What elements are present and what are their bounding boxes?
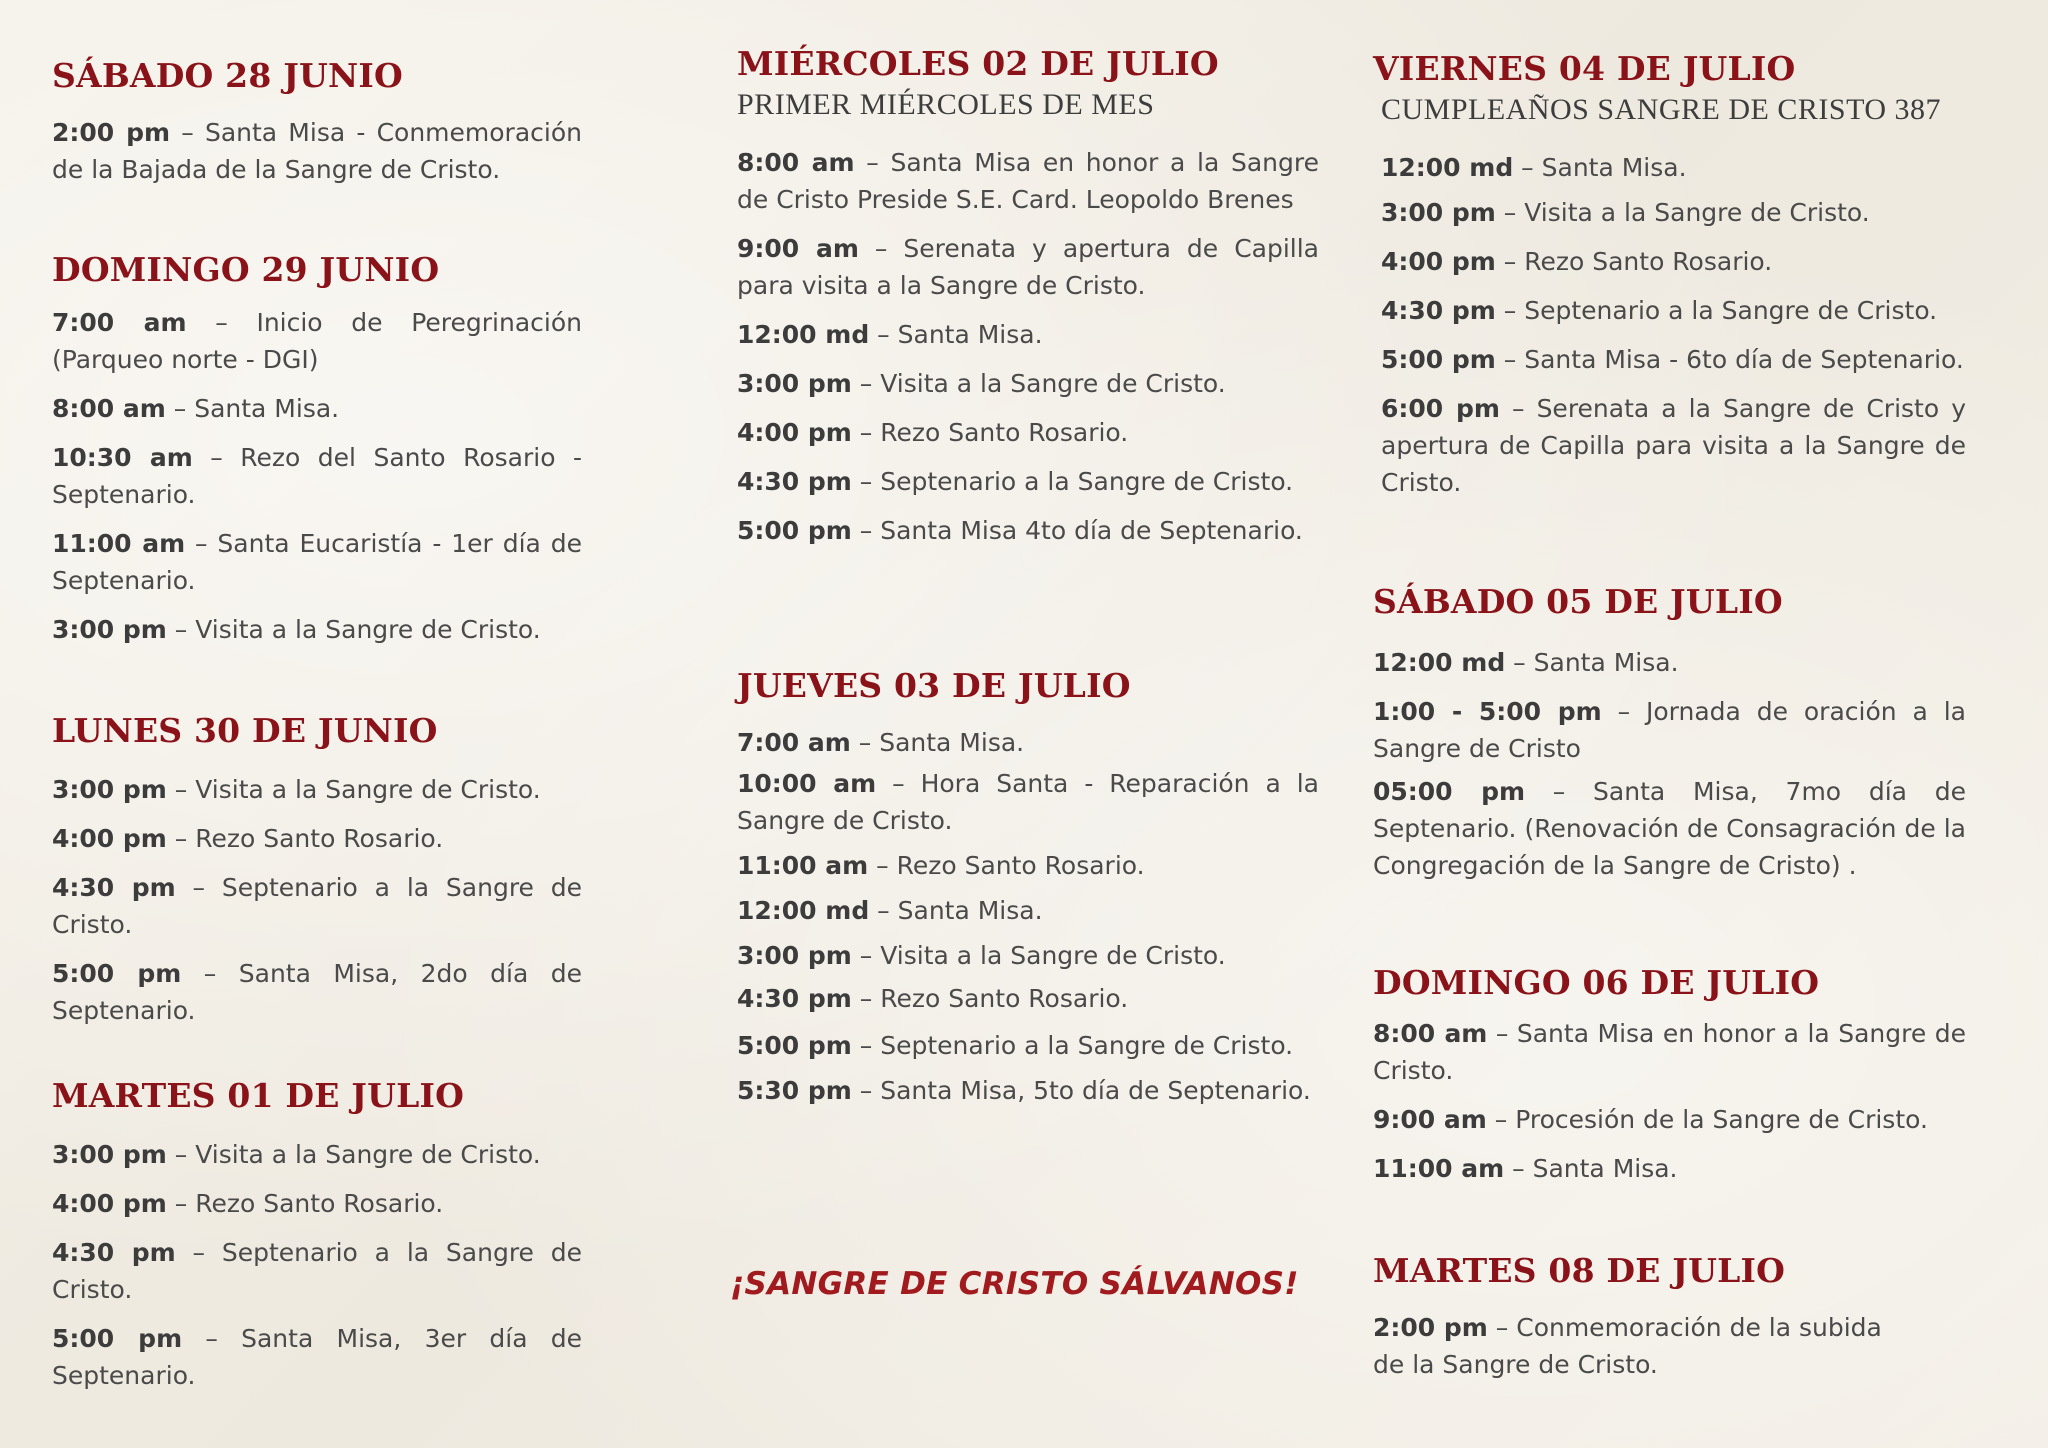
event-description: – Santa Eucaristía - 1er día de Septenario. <box>52 529 582 596</box>
event-item <box>737 847 1319 884</box>
event-item <box>737 1027 1319 1064</box>
event-description: – Hora Santa - Reparación a la Sangre de Cristo. <box>737 769 1319 836</box>
event-time: 3:00 pm <box>737 941 852 971</box>
day-title: MIÉRCOLES 02 DE JULIO <box>737 44 1219 83</box>
event-item <box>737 414 1319 451</box>
event-description: – Septenario a la Sangre de Cristo. <box>851 467 1294 497</box>
event-item <box>737 892 1319 929</box>
closing-slogan: ¡SANGRE DE CRISTO SÁLVANOS! <box>730 1266 1299 1302</box>
event-description: – Rezo del Santo Rosario - Septenario. <box>52 443 583 510</box>
event-description: – Santa Misa 4to día de Septenario. <box>851 516 1303 546</box>
event-item <box>1373 1015 1966 1089</box>
day-section <box>1373 965 1966 1199</box>
event-item <box>737 512 1319 549</box>
event-time: 10:00 am <box>737 769 877 799</box>
event-description: – Rezo Santo Rosario. <box>851 418 1129 448</box>
day-section <box>737 46 1319 561</box>
event-description: – Santa Misa - 6to día de Septenario. <box>1495 345 1964 375</box>
event-description: – Santa Misa. <box>1513 153 1687 183</box>
event-list <box>1373 149 1966 501</box>
event-description: – Visita a la Sangre de Cristo. <box>851 941 1226 971</box>
event-item <box>737 463 1319 500</box>
event-time: 12:00 md <box>1381 153 1514 183</box>
event-item <box>737 724 1319 761</box>
event-time: 3:00 pm <box>1381 198 1496 228</box>
event-item <box>737 316 1319 353</box>
event-description: – Conmemoración de la subida de la Sangre de Cristo. <box>1373 1313 1882 1380</box>
day-title: SÁBADO 28 JUNIO <box>52 56 403 95</box>
event-description: – Visita a la Sangre de Cristo. <box>1495 198 1870 228</box>
event-item <box>52 390 582 427</box>
event-description: – Septenario a la Sangre de Cristo. <box>52 1238 582 1305</box>
day-subtitle: CUMPLEAÑOS SANGRE DE CRISTO 387 <box>1381 93 1942 127</box>
event-time: 8:00 am <box>52 394 166 424</box>
event-time: 2:00 pm <box>52 118 171 148</box>
event-item <box>52 955 582 1029</box>
event-time: 11:00 am <box>737 851 869 881</box>
event-description: – Procesión de la Sangre de Cristo. <box>1486 1105 1928 1135</box>
event-description: – Visita a la Sangre de Cristo. <box>166 775 541 805</box>
event-description: – Santa Misa, 3er día de Septenario. <box>52 1324 583 1391</box>
event-time: 3:00 pm <box>52 775 167 805</box>
event-item <box>52 611 582 648</box>
event-description: – Rezo Santo Rosario. <box>851 984 1129 1014</box>
day-title: DOMINGO 06 DE JULIO <box>1373 963 1820 1002</box>
event-description: – Rezo Santo Rosario. <box>868 851 1145 881</box>
day-section <box>52 713 582 1041</box>
event-time: 5:00 pm <box>737 1031 852 1061</box>
event-time: 8:00 am <box>1373 1019 1488 1049</box>
event-item <box>1381 243 1966 280</box>
event-item <box>52 439 582 513</box>
event-list <box>52 1136 582 1394</box>
event-item <box>737 365 1319 402</box>
event-description: – Santa Misa, 5to día de Septenario. <box>851 1076 1311 1106</box>
event-time: 3:00 pm <box>52 615 167 645</box>
event-time: 12:00 md <box>737 320 870 350</box>
event-description: – Inicio de Peregrinación (Parqueo norte - DGI) <box>52 308 583 375</box>
event-time: 7:00 am <box>737 728 851 758</box>
day-section <box>1373 584 1966 896</box>
event-time: 4:00 pm <box>52 1189 167 1219</box>
event-description: – Jornada de oración a la Sangre de Cristo <box>1373 697 1966 764</box>
event-time: 8:00 am <box>737 148 855 178</box>
event-time: 4:30 pm <box>737 467 852 497</box>
event-item <box>737 1072 1319 1109</box>
event-item <box>52 1234 582 1308</box>
event-item <box>52 869 582 943</box>
event-time: 4:30 pm <box>52 873 176 903</box>
event-description: – Santa Misa. <box>850 728 1025 758</box>
event-time: 7:00 am <box>52 308 187 338</box>
event-description: – Rezo Santo Rosario. <box>166 1189 444 1219</box>
event-description: – Santa Misa. <box>165 394 340 424</box>
event-time: 4:30 pm <box>737 984 852 1014</box>
day-title: VIERNES 04 DE JULIO <box>1373 49 1796 88</box>
event-item <box>1381 292 1966 329</box>
event-list <box>737 144 1319 549</box>
event-time: 10:30 am <box>52 443 193 473</box>
day-section <box>1373 1253 1966 1395</box>
event-item <box>737 144 1319 218</box>
event-description: – Rezo Santo Rosario. <box>166 824 444 854</box>
event-item <box>1381 390 1966 501</box>
event-item <box>52 1185 582 1222</box>
event-time: 12:00 md <box>1373 648 1506 678</box>
event-item <box>1373 644 1966 681</box>
event-item <box>1373 773 1966 884</box>
event-item <box>1373 1101 1966 1138</box>
event-time: 6:00 pm <box>1381 394 1500 424</box>
event-time: 9:00 am <box>737 234 859 264</box>
event-list <box>1373 1309 1913 1383</box>
event-time: 11:00 am <box>1373 1154 1505 1184</box>
event-description: – Serenata y apertura de Capilla para visita a la Sangre de Cristo. <box>737 234 1319 301</box>
event-description: – Septenario a la Sangre de Cristo. <box>1495 296 1938 326</box>
event-list <box>1373 1015 1966 1187</box>
event-description: – Serenata a la Sangre de Cristo y apertura de Capilla para visita a la Sangre de Cristo. <box>1381 394 1966 498</box>
event-item <box>737 765 1319 839</box>
day-section <box>52 1078 582 1406</box>
event-description: – Santa Misa. <box>869 320 1043 350</box>
event-time: 4:30 pm <box>1381 296 1496 326</box>
day-section <box>1373 51 1966 513</box>
day-title: MARTES 08 DE JULIO <box>1373 1251 1786 1290</box>
event-description: – Santa Misa. <box>1505 648 1679 678</box>
event-time: 11:00 am <box>52 529 186 559</box>
event-item <box>52 114 582 188</box>
event-time: 4:30 pm <box>52 1238 176 1268</box>
event-list <box>52 304 582 648</box>
event-item <box>52 820 582 857</box>
event-time: 9:00 am <box>1373 1105 1487 1135</box>
day-title: SÁBADO 05 DE JULIO <box>1373 582 1783 621</box>
event-item <box>1373 693 1966 767</box>
event-item <box>737 937 1319 974</box>
event-item <box>1381 341 1966 378</box>
event-time: 1:00 - 5:00 pm <box>1373 697 1602 727</box>
event-time: 05:00 pm <box>1373 777 1526 807</box>
event-list <box>52 771 582 1029</box>
event-time: 4:00 pm <box>1381 247 1496 277</box>
event-list <box>1373 644 1966 884</box>
event-item <box>52 1320 582 1394</box>
day-section <box>52 252 582 660</box>
event-item <box>1373 1150 1966 1187</box>
day-title: DOMINGO 29 JUNIO <box>52 250 440 289</box>
event-item <box>52 525 582 599</box>
event-time: 12:00 md <box>737 896 870 926</box>
event-description: – Septenario a la Sangre de Cristo. <box>52 873 582 940</box>
day-section <box>737 668 1319 1121</box>
event-description: – Santa Misa en honor a la Sangre de Cristo Preside S.E. Card. Leopoldo Brenes <box>737 148 1319 215</box>
event-list <box>737 724 1319 1109</box>
event-description: – Visita a la Sangre de Cristo. <box>166 1140 541 1170</box>
day-title: JUEVES 03 DE JULIO <box>737 666 1131 705</box>
event-item <box>737 980 1319 1017</box>
event-time: 4:00 pm <box>52 824 167 854</box>
event-description: – Santa Misa. <box>1504 1154 1678 1184</box>
event-list <box>52 114 582 188</box>
event-item <box>737 230 1319 304</box>
event-time: 3:00 pm <box>52 1140 167 1170</box>
event-description: – Visita a la Sangre de Cristo. <box>851 369 1226 399</box>
event-time: 5:00 pm <box>52 959 182 989</box>
event-item <box>1381 149 1966 186</box>
event-time: 4:00 pm <box>737 418 852 448</box>
event-time: 5:00 pm <box>737 516 852 546</box>
event-item <box>52 1136 582 1173</box>
day-section <box>52 58 582 200</box>
event-item <box>52 771 582 808</box>
event-description: – Santa Misa - Conmemoración de la Bajada de la Sangre de Cristo. <box>52 118 582 185</box>
day-subtitle: PRIMER MIÉRCOLES DE MES <box>737 88 1155 122</box>
event-description: – Visita a la Sangre de Cristo. <box>166 615 541 645</box>
event-description: – Rezo Santo Rosario. <box>1495 247 1773 277</box>
event-description: – Septenario a la Sangre de Cristo. <box>851 1031 1294 1061</box>
event-description: – Santa Misa, 7mo día de Septenario. (Renovación de Consagración de la Congregación de la Sangre de Cristo) . <box>1373 777 1966 881</box>
event-item <box>1373 1309 1913 1383</box>
event-item <box>52 304 582 378</box>
day-title: MARTES 01 DE JULIO <box>52 1076 465 1115</box>
event-time: 5:00 pm <box>52 1324 183 1354</box>
event-description: – Santa Misa. <box>869 896 1043 926</box>
event-description: – Santa Misa, 2do día de Septenario. <box>52 959 582 1026</box>
event-item <box>1381 194 1966 231</box>
day-title: LUNES 30 DE JUNIO <box>52 711 438 750</box>
event-description: – Santa Misa en honor a la Sangre de Cristo. <box>1373 1019 1966 1086</box>
event-time: 3:00 pm <box>737 369 852 399</box>
event-time: 5:00 pm <box>1381 345 1496 375</box>
event-time: 2:00 pm <box>1373 1313 1488 1343</box>
event-time: 5:30 pm <box>737 1076 852 1106</box>
